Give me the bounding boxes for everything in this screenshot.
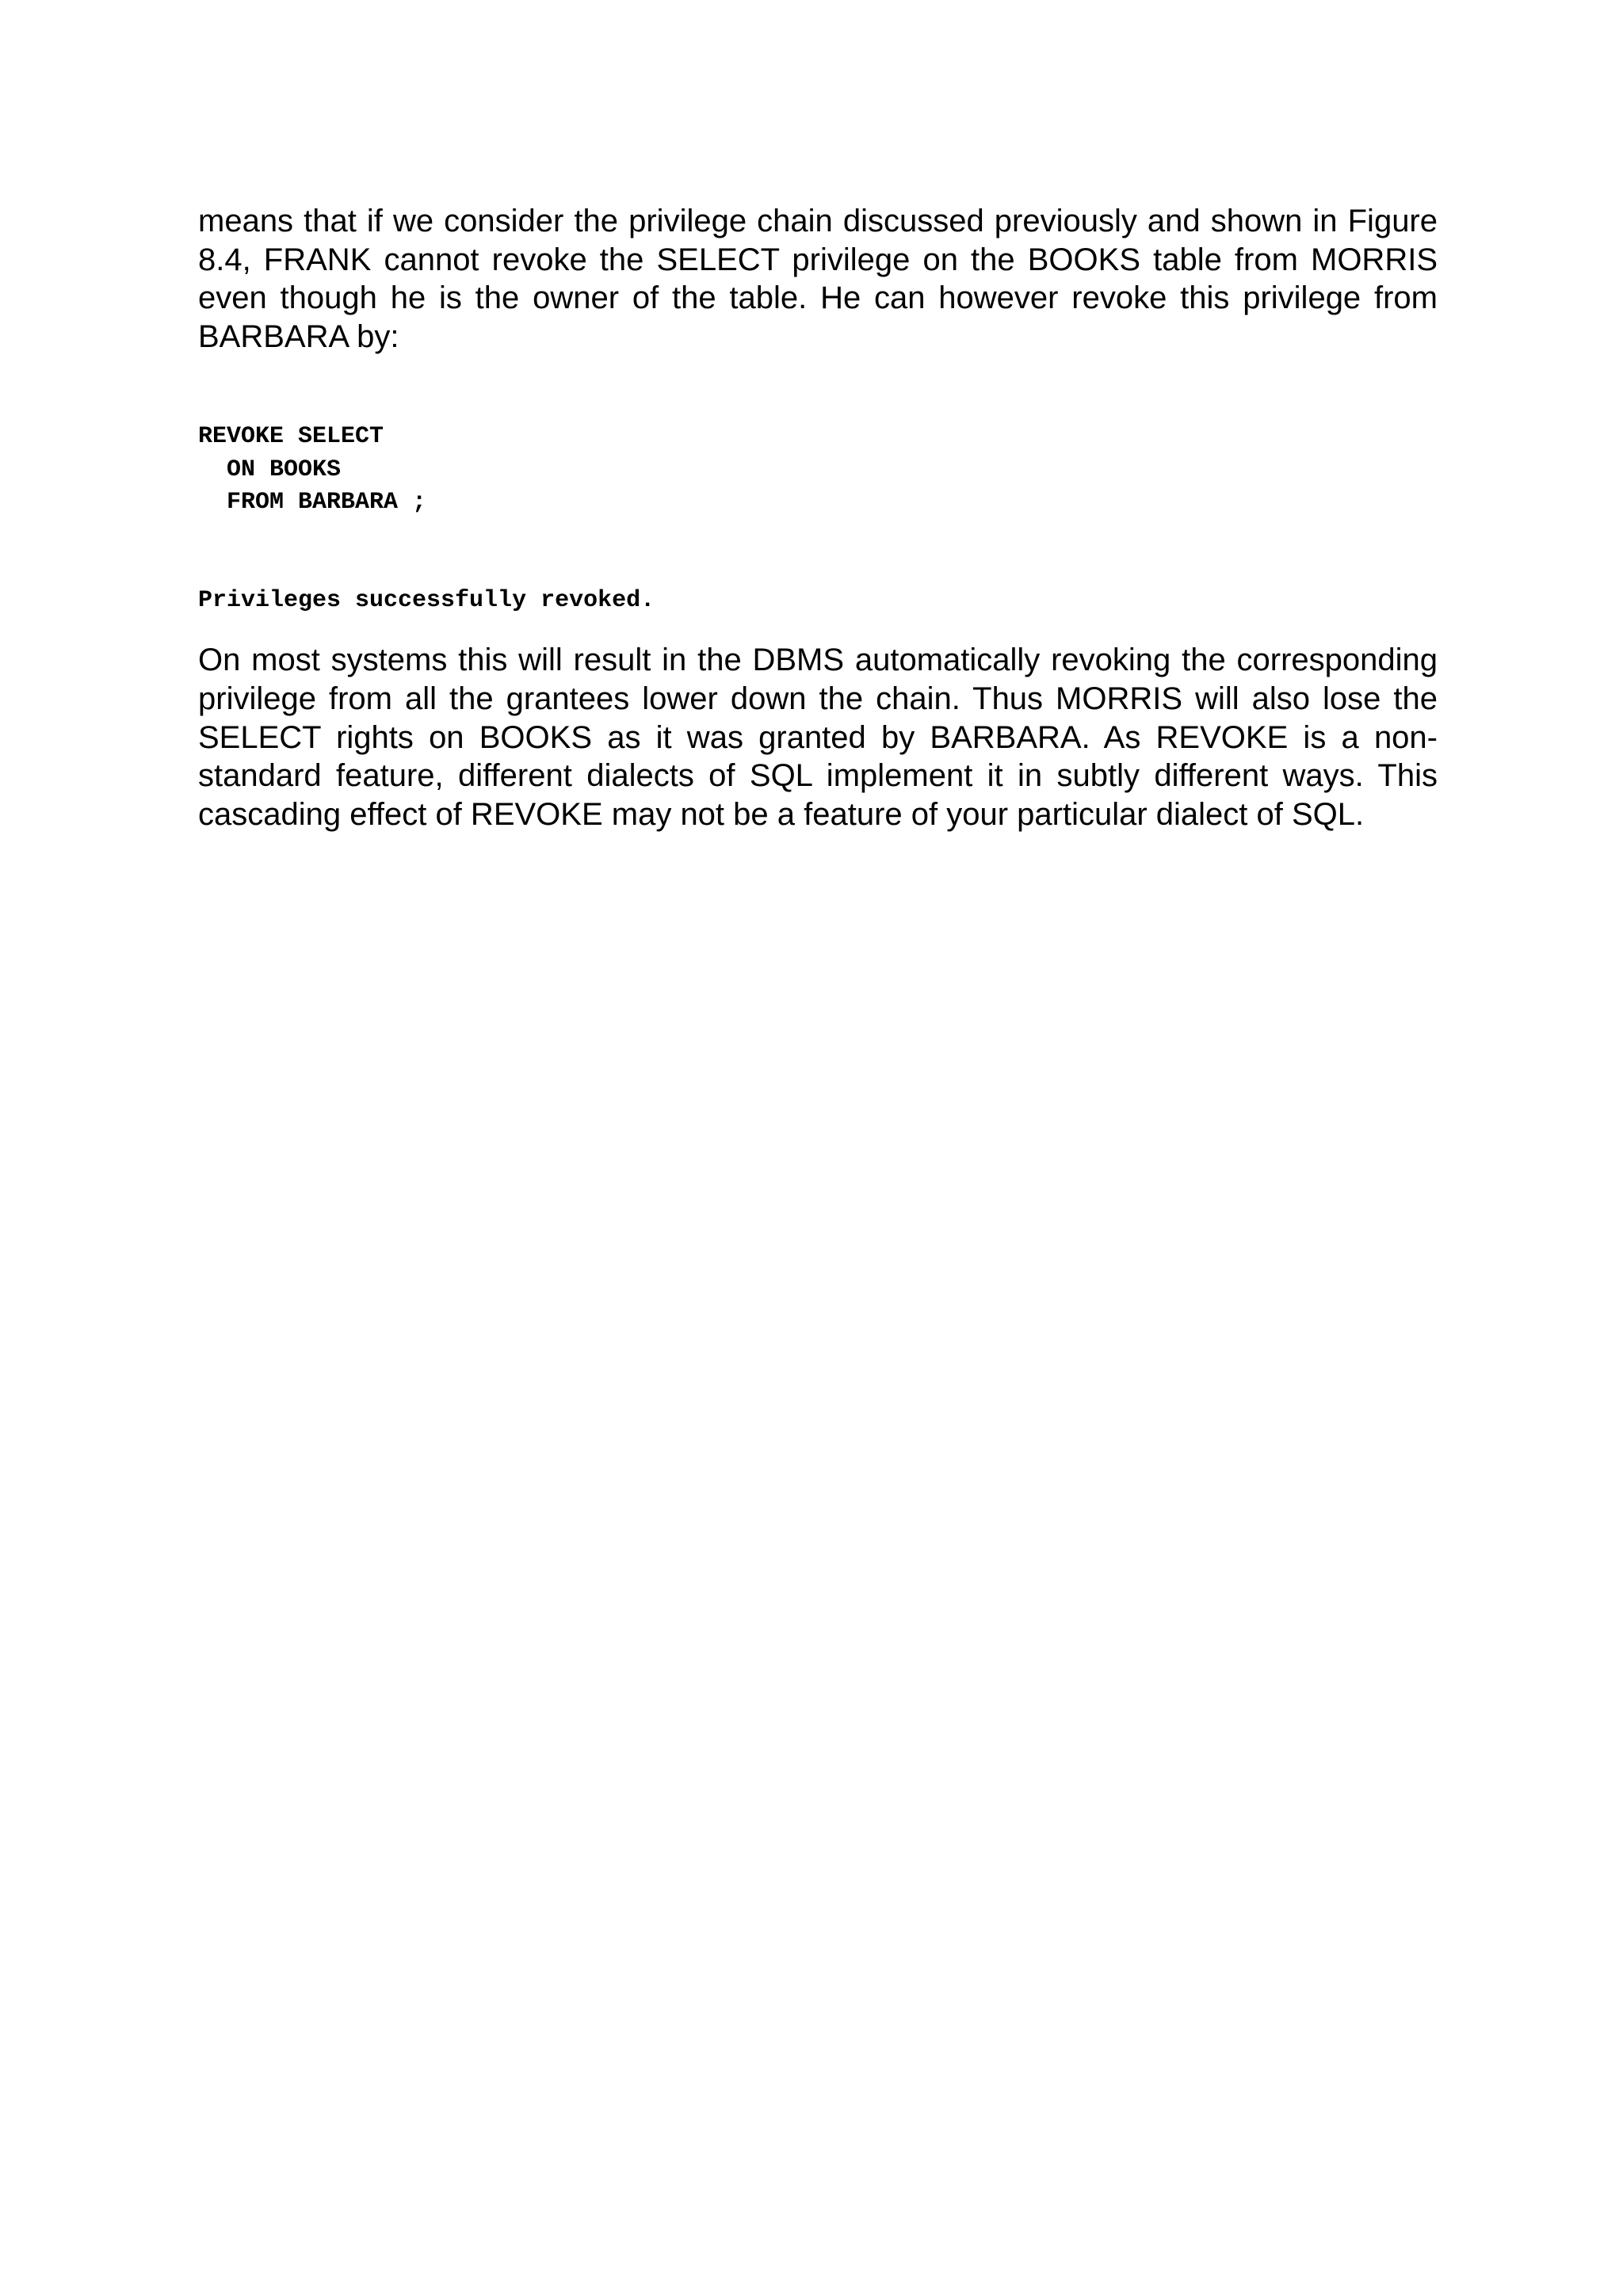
sql-code-block [198, 421, 1438, 520]
sql-result-message: Privileges successfully revoked. [198, 586, 655, 614]
code-line: REVOKE SELECT [198, 423, 384, 451]
intro-paragraph: means that if we consider the privilege chain discussed previously and shown in Figure 8.4, FRANK cannot revoke the SELECT privilege on the BOOKS table from MORRIS even though he is the owner of the table. He can however revoke this privilege from BARBARA by: [198, 204, 1438, 354]
document-page [198, 202, 1438, 833]
explanation-paragraph: On most systems this will result in the DBMS automatically revoking the corresponding privilege from all the grantees lower down the chain. Thus MORRIS will also lose the SELECT rights on BOOKS as it was granted by BARBARA. As REVOKE is a non-standard feature, different dialects of SQL implement it in subtly different ways. This cascading effect of REVOKE may not be a feature of your particular dialect of SQL. [198, 643, 1438, 832]
code-line: FROM BARBARA ; [198, 489, 427, 517]
code-line: ON BOOKS [198, 456, 342, 483]
